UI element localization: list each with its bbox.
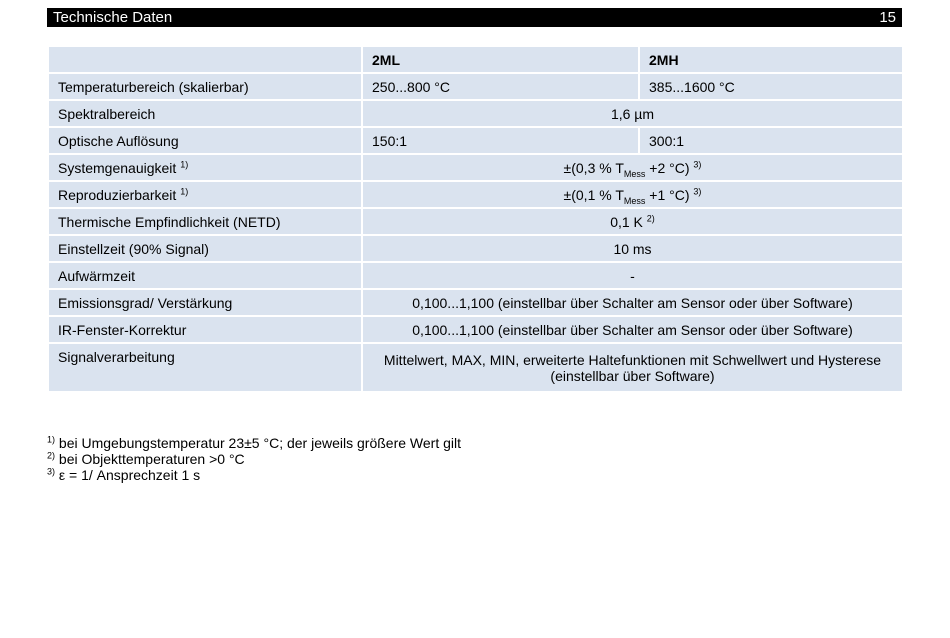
footnote-ref: 1) — [180, 185, 189, 196]
value-text: (einstellbar über Software) — [550, 367, 715, 384]
table-row — [48, 343, 903, 392]
table-row — [48, 208, 903, 235]
value-text: ±(0,1 % T — [563, 186, 624, 203]
row-label: IR-Fenster-Korrektur — [48, 316, 362, 343]
footnote-text: bei Umgebungstemperatur 23±5 °C; der jeweils größere Wert gilt — [55, 435, 461, 451]
row-label: Spektralbereich — [48, 100, 362, 127]
section-title: Technische Daten — [53, 9, 173, 26]
footnote-mark: 2) — [47, 450, 56, 461]
footnote — [47, 467, 461, 483]
value-2mh: 385...1600 °C — [639, 73, 903, 100]
table-row — [48, 73, 903, 100]
value-shared — [362, 343, 903, 392]
value-text: Mittelwert, MAX, MIN, erweiterte Haltefunktionen mit Schwellwert und Hysterese — [383, 351, 882, 368]
label-text: Reproduzierbarkeit — [58, 186, 177, 203]
row-label — [48, 181, 362, 208]
value-shared: - — [362, 262, 903, 289]
value-shared: 0,100...1,100 (einstellbar über Schalter am Sensor oder über Software) — [362, 316, 903, 343]
footnote-ref: 3) — [693, 158, 702, 169]
table-row — [48, 289, 903, 316]
value-text: +1 °C) — [645, 186, 690, 203]
header-cell-2mh: 2MH — [639, 46, 903, 73]
footnote-ref: 3) — [693, 185, 702, 196]
value-text: 0,1 K — [610, 213, 643, 230]
value-shared: 0,100...1,100 (einstellbar über Schalter am Sensor oder über Software) — [362, 289, 903, 316]
footnote-mark: 1) — [47, 434, 56, 445]
subscript: Mess — [623, 195, 646, 206]
table-header-row — [48, 46, 903, 73]
row-label: Temperaturbereich (skalierbar) — [48, 73, 362, 100]
value-text: ±(0,3 % T — [563, 159, 624, 176]
value-2ml: 250...800 °C — [362, 73, 639, 100]
page-number: 15 — [879, 9, 896, 26]
footnotes — [47, 435, 461, 483]
row-label: Signalverarbeitung — [48, 343, 362, 392]
table-row — [48, 100, 903, 127]
row-label — [48, 154, 362, 181]
label-text: Systemgenauigkeit — [58, 159, 177, 176]
footnote-ref: 1) — [180, 158, 189, 169]
spec-table — [47, 45, 904, 393]
table-row — [48, 316, 903, 343]
table-row — [48, 235, 903, 262]
table-row — [48, 154, 903, 181]
value-2mh: 300:1 — [639, 127, 903, 154]
table-row — [48, 262, 903, 289]
footnote-ref: 2) — [646, 212, 655, 223]
value-shared — [362, 154, 903, 181]
value-text: +2 °C) — [645, 159, 690, 176]
footnote-text: bei Objekttemperaturen >0 °C — [55, 451, 245, 467]
subscript: Mess — [623, 168, 646, 179]
value-2ml: 150:1 — [362, 127, 639, 154]
table-row — [48, 181, 903, 208]
row-label: Einstellzeit (90% Signal) — [48, 235, 362, 262]
footnote — [47, 435, 461, 451]
footnote-text: ε = 1/ Ansprechzeit 1 s — [55, 467, 201, 483]
value-shared: 1,6 µm — [362, 100, 903, 127]
table-row — [48, 127, 903, 154]
row-label: Optische Auflösung — [48, 127, 362, 154]
footnote-mark: 3) — [47, 466, 56, 477]
header-cell-empty — [48, 46, 362, 73]
row-label: Aufwärmzeit — [48, 262, 362, 289]
header-cell-2ml: 2ML — [362, 46, 639, 73]
section-header — [47, 8, 902, 27]
value-shared: 10 ms — [362, 235, 903, 262]
footnote — [47, 451, 461, 467]
row-label: Thermische Empfindlichkeit (NETD) — [48, 208, 362, 235]
value-shared — [362, 208, 903, 235]
row-label: Emissionsgrad/ Verstärkung — [48, 289, 362, 316]
value-shared — [362, 181, 903, 208]
